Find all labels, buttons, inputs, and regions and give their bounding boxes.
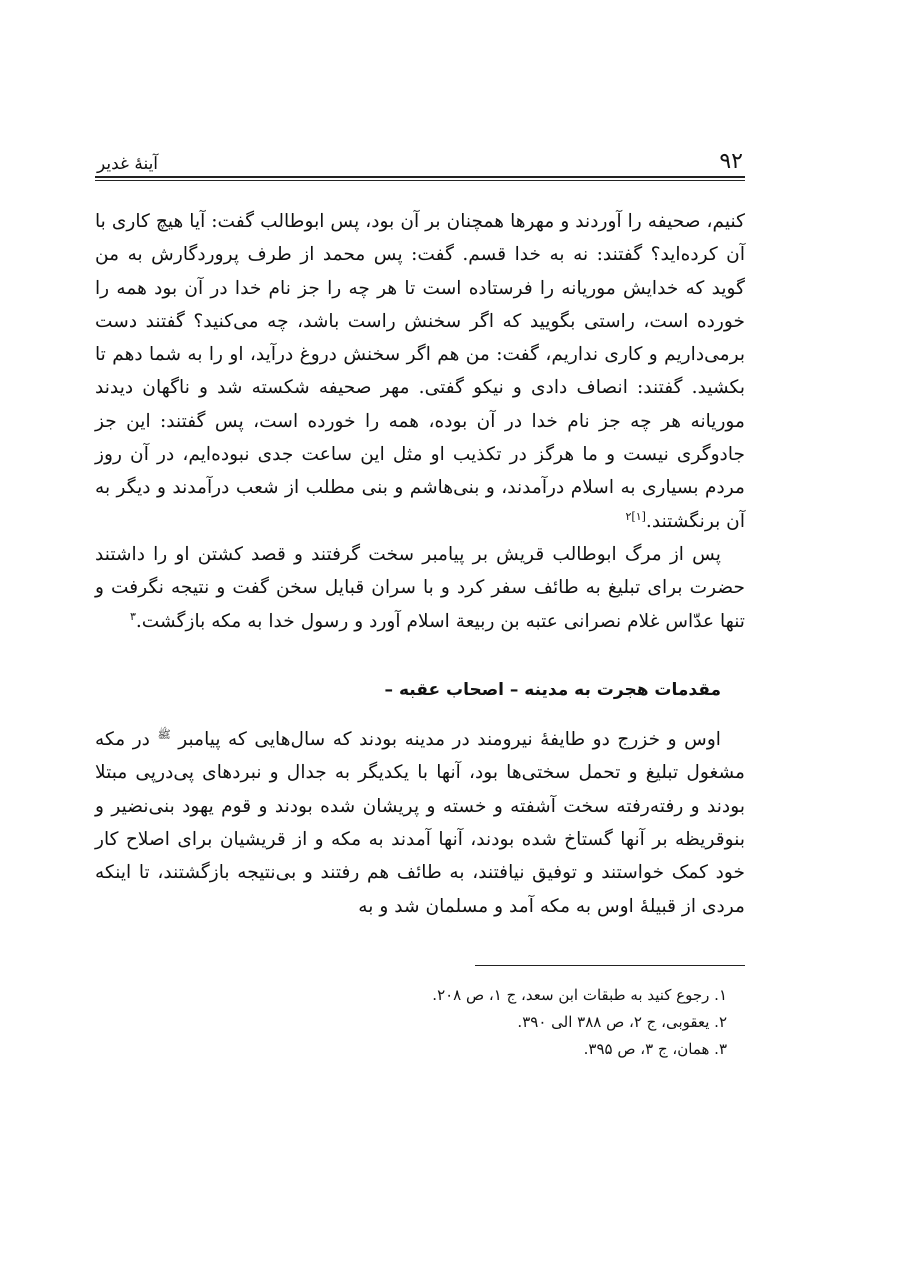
paragraph-2 — [95, 538, 745, 638]
footnote-2: ۲. یعقوبی، ج ۲، ص ۳۸۸ الی ۳۹۰. — [517, 1012, 727, 1031]
running-header — [95, 138, 745, 174]
section-heading: مقدمات هجرت به مدینه – اصحاب عقبه – — [384, 679, 721, 700]
paragraph-3-text-a: اوس و خزرج دو طایفهٔ نیرومند در مدینه بودند که سال‌هایی که پیامبر — [178, 729, 721, 751]
paragraph-3 — [95, 723, 745, 923]
paragraph-2-text: پس از مرگ ابوطالب قریش بر پیامبر سخت گرفتند و قصد کشتن او را داشتند حضرت برای تبلیغ به طائف سفر کرد و با سران قبایل سخن گفت و نتیجه نگرفت و تنها عدّاس غلام نصرانی عتبه بن ربیعة اسلام آورد و رسول خدا به مکه بازگشت. — [95, 543, 745, 632]
paragraph-3-text-b: در مکه مشغول تبلیغ و تحمل سختی‌ها بود، آنها با یکدیگر به جدال و نبردهای پی‌درپی مبتلا بودند و رفته‌رفته سخت آشفته و خسته و پریشان شده بودند و قوم یهود بنی‌نضیر و بنوقریظه بر آنها گستاخ شده بودند، آنها آمدند به مکه و از قریشیان برای اصلاح کار خود کمک خواستند و توفیق نیافتند، به طائف هم رفتند و بی‌نتیجه بازگشتند، تا اینکه مردی از قبیلهٔ اوس به مکه آمد و مسلمان شد و به — [95, 729, 745, 917]
honorific-symbol: ﷺ — [157, 727, 171, 741]
page — [95, 138, 745, 1063]
footnote-ref-1-2: [۱]۲ — [625, 509, 646, 523]
page-number: ۹۲ — [719, 149, 743, 174]
footnote-1: ۱. رجوع کنید به طبقات ابن سعد، ج ۱، ص ۲۰۸. — [432, 985, 727, 1004]
header-rule-thin — [95, 180, 745, 181]
footnote-rule — [475, 965, 745, 966]
paragraph-1-text: کنیم، صحیفه را آوردند و مهرها همچنان بر آن بود، پس ابوطالب گفت: آیا هیچ کاری با آن کرده‌اید؟ گفتند: نه به خدا قسم. گفت: پس محمد از طرف پروردگارش به من گوید که خدایش موریانه را فرستاده است تا هر چه را جز نام خدا در آن بود همه را خورده است، راستی بگویید که اگر سخنش راست باشد، چه می‌کنید؟ گفتند دست برمی‌داریم و کاری نداریم، گفت: من هم اگر سخنش دروغ درآید، او را به شما دهم تا بکشید. گفتند: انصاف دادی و نیکو گفتی. مهر صحیفه شکسته شد و ناگهان دیدند موریانه هر چه جز نام خدا در آن بوده، همه را خورده است، پس گفتند: این جز جادوگری نیست و ما هرگز در تکذیب او مثل این ساعت جدی نبوده‌ایم، در آن روز مردم بسیاری به اسلام درآمدند، و بنی‌هاشم و بنی مطلب از شعب درآمدند و دیگر به آن برنگشتند. — [95, 211, 745, 532]
header-rule-thick — [95, 176, 745, 178]
footnote-3: ۳. همان، ج ۳، ص ۳۹۵. — [583, 1039, 727, 1058]
footnotes — [95, 982, 745, 1063]
paragraph-1 — [95, 205, 745, 538]
body-text — [95, 205, 745, 923]
footnote-ref-3: ۳ — [129, 609, 136, 623]
book-title: آینهٔ غدیر — [97, 154, 159, 174]
